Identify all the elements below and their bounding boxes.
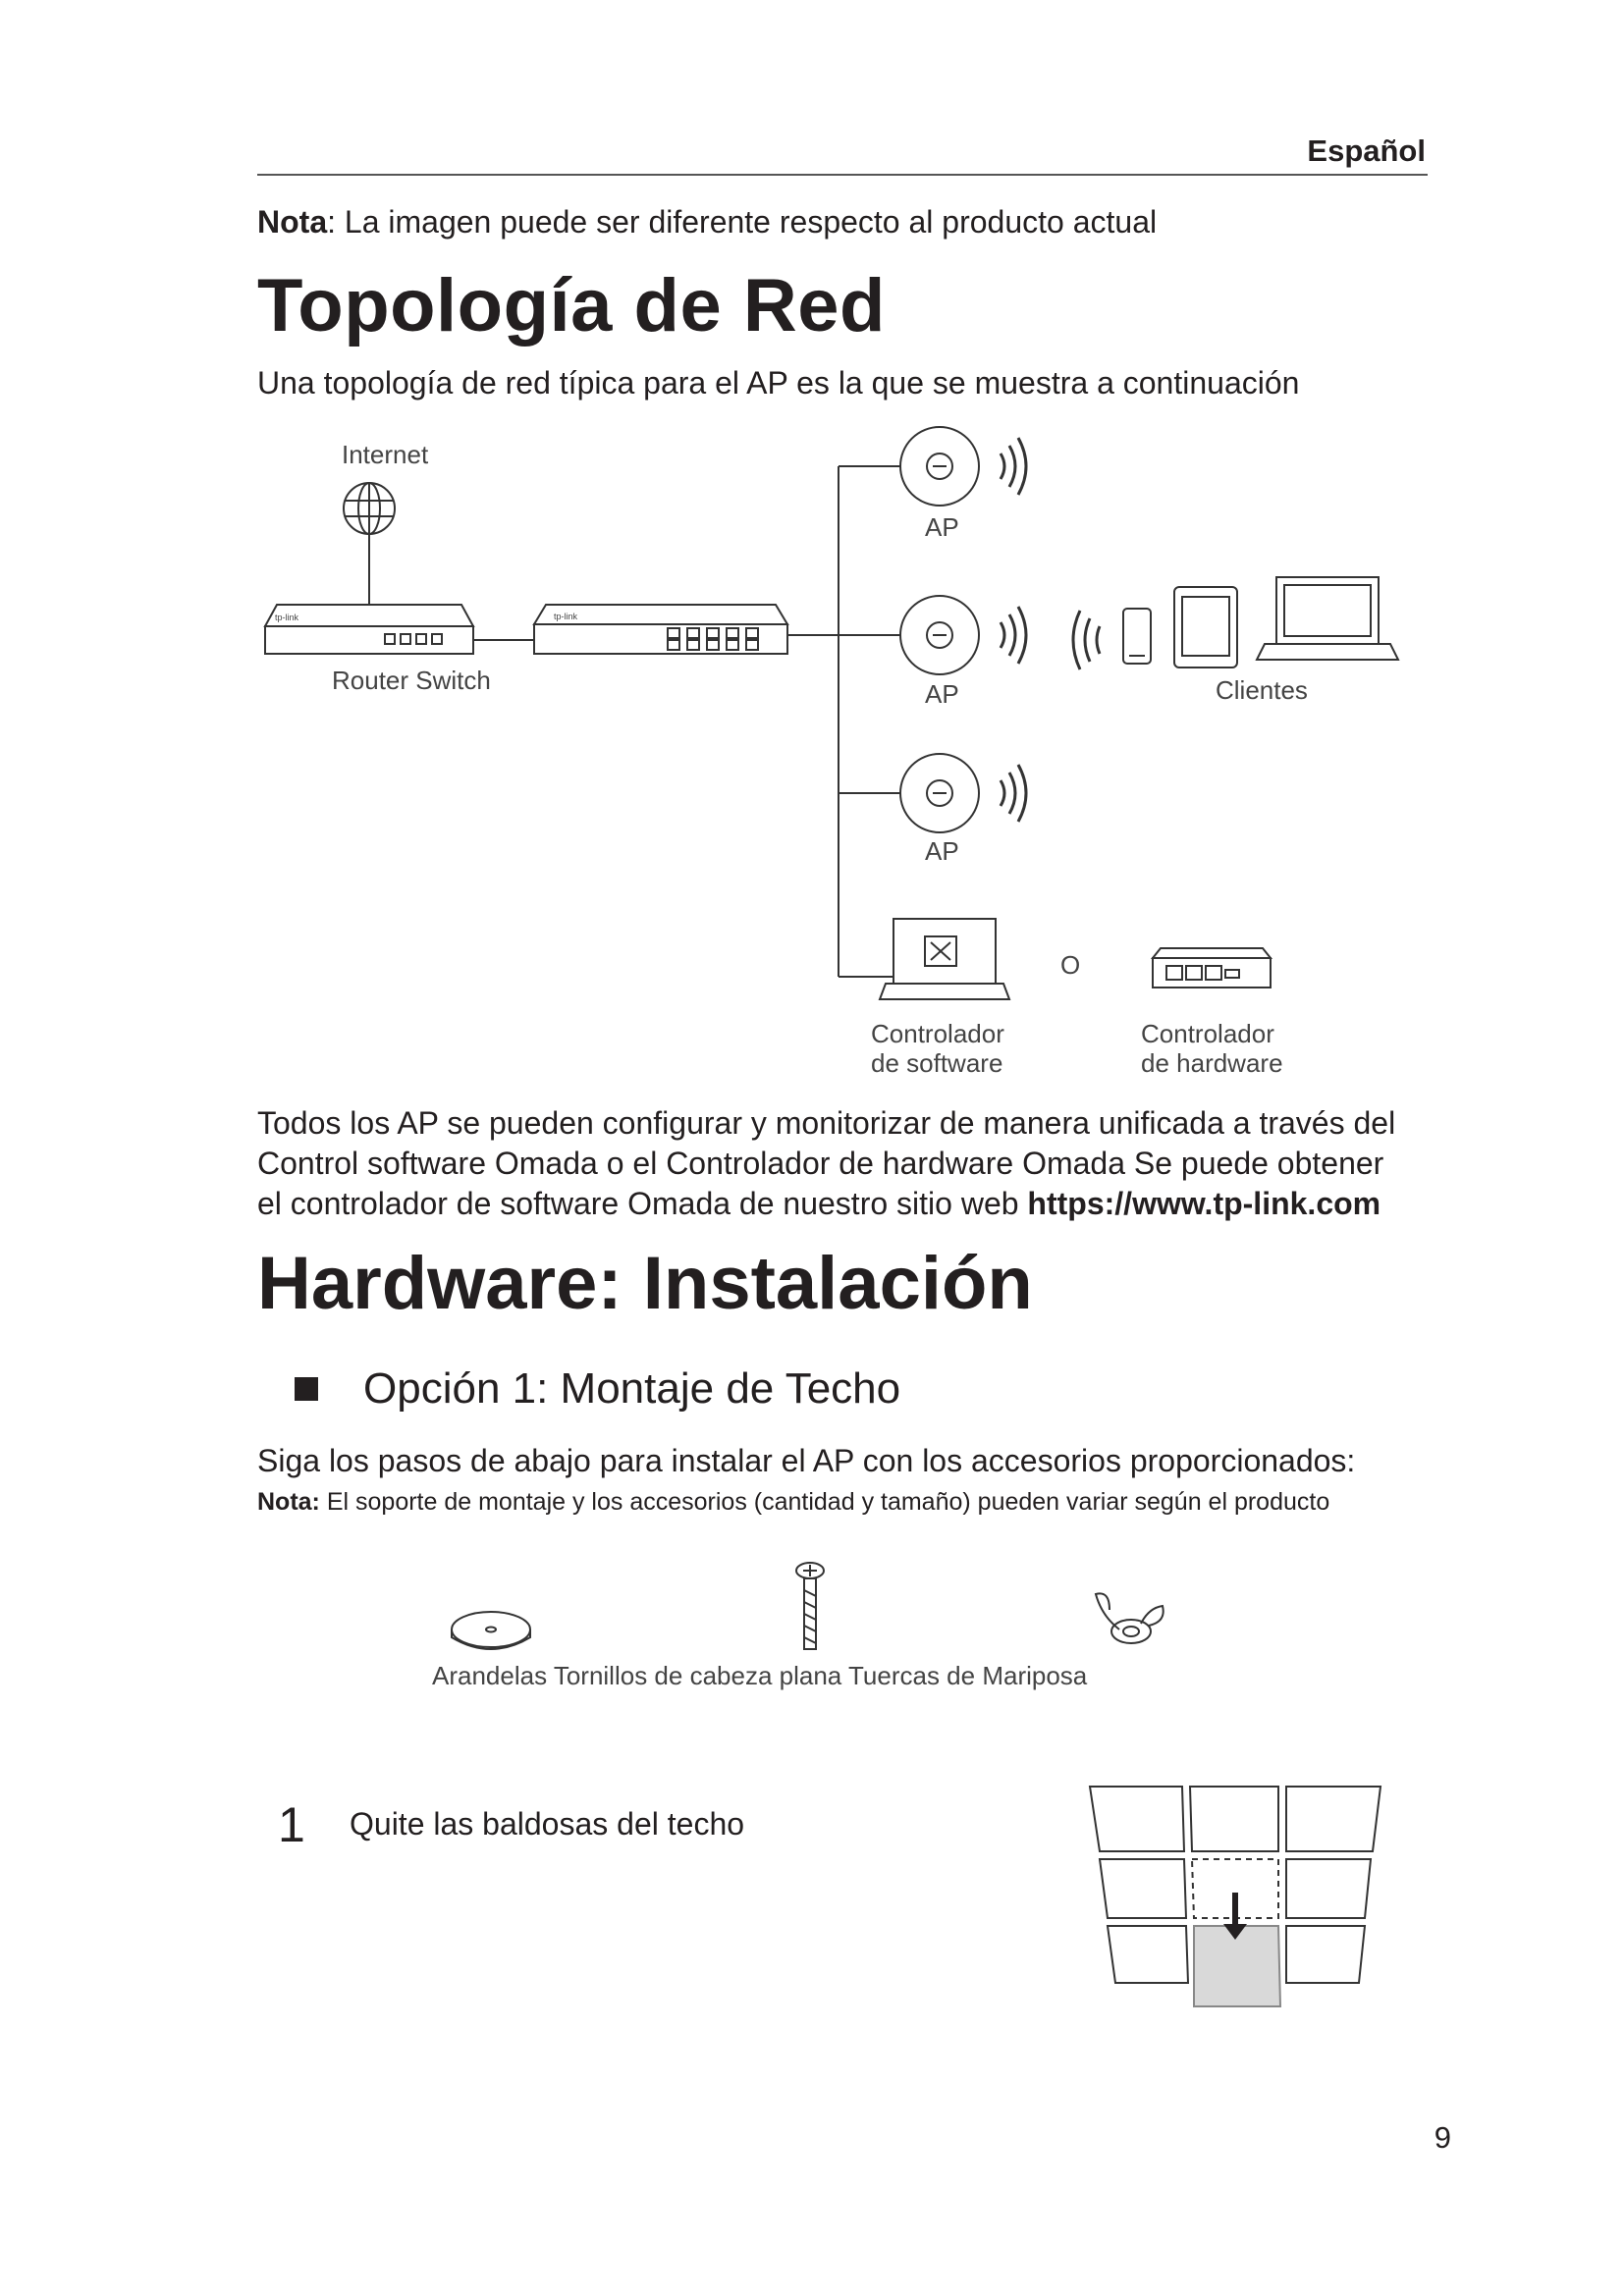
wifi-signal-icon-3: [1001, 765, 1026, 822]
network-topology-diagram: [257, 422, 1435, 1099]
header-rule: [257, 174, 1428, 176]
ap-label-1: AP: [925, 512, 959, 542]
access-point-icon-1: [900, 427, 979, 506]
accessories-illustration: [432, 1551, 1218, 1659]
washer-icon: [452, 1612, 530, 1649]
switch-brand-text: tp-link: [554, 612, 578, 621]
removed-tile: [1194, 1926, 1280, 2006]
ceiling-tiles-illustration: [1080, 1777, 1394, 2012]
paragraph-line-2: Control software Omada o el Controlador de hardware Omada Se puede obtener: [257, 1146, 1384, 1181]
clients-label: Clientes: [1216, 675, 1308, 705]
image-note: [257, 204, 1157, 240]
wing-nut-icon: [1096, 1593, 1164, 1643]
software-controller-laptop-icon: [880, 919, 1009, 999]
paragraph-line-1: Todos los AP se pueden configurar y monitorizar de manera unificada a través del: [257, 1105, 1396, 1141]
laptop-icon: [1257, 577, 1398, 660]
hardware-controller-label-1: Controlador: [1141, 1019, 1274, 1048]
section-title-hardware: Hardware: Instalación: [257, 1242, 1033, 1325]
ap-label-2: AP: [925, 679, 959, 709]
software-controller-label-2: de software: [871, 1048, 1003, 1078]
page-number: 9: [1434, 2120, 1451, 2155]
image-note-label: Nota: [257, 204, 328, 240]
paragraph-line-3: [257, 1184, 1465, 1224]
router-switch-label: Router Switch: [332, 666, 491, 695]
internet-globe-icon: [344, 483, 395, 534]
software-controller-label-1: Controlador: [871, 1019, 1004, 1048]
step-1-text: Quite las baldosas del techo: [350, 1806, 745, 1842]
flat-head-screw-icon: [796, 1563, 824, 1649]
step-1-number: 1: [278, 1797, 305, 1852]
phone-icon: [1123, 609, 1151, 664]
square-bullet-icon: [295, 1377, 318, 1401]
image-note-text: : La imagen puede ser diferente respecto al producto actual: [327, 204, 1158, 240]
install-intro: Siga los pasos de abajo para instalar el AP con los accesorios proporcionados:: [257, 1443, 1356, 1478]
accessories-note-text: El soporte de montaje y los accesorios (cantidad y tamaño) pueden variar según el producto: [319, 1488, 1330, 1516]
wifi-signal-icon-1: [1001, 438, 1026, 495]
accessories-note-label: Nota:: [257, 1488, 320, 1516]
section-title-topology: Topología de Red: [257, 264, 886, 347]
access-point-icon-2: [900, 596, 979, 674]
tablet-icon: [1174, 587, 1237, 667]
hardware-controller-icon: [1153, 948, 1271, 988]
ap-label-3: AP: [925, 836, 959, 866]
access-point-icon-3: [900, 754, 979, 832]
paragraph-line-3-prefix: el controlador de software Omada de nuestro sitio web: [257, 1186, 1028, 1221]
option-1-title: Opción 1: Montaje de Techo: [363, 1364, 901, 1413]
or-label: O: [1060, 950, 1081, 980]
tp-link-url-link[interactable]: https://www.tp-link.com: [1027, 1186, 1381, 1221]
client-wifi-icon: [1073, 611, 1100, 669]
language-label: Español: [1307, 133, 1426, 168]
controller-paragraph: [257, 1103, 1465, 1224]
hardware-controller-label-2: de hardware: [1141, 1048, 1283, 1078]
router-brand-text: tp-link: [275, 613, 299, 622]
accessories-note: [257, 1488, 1329, 1517]
topology-subtitle: Una topología de red típica para el AP es la que se muestra a continuación: [257, 365, 1300, 400]
internet-label: Internet: [342, 440, 429, 469]
accessories-caption: Arandelas Tornillos de cabeza plana Tuercas de Mariposa: [432, 1661, 1088, 1690]
wifi-signal-icon-2: [1001, 607, 1026, 664]
